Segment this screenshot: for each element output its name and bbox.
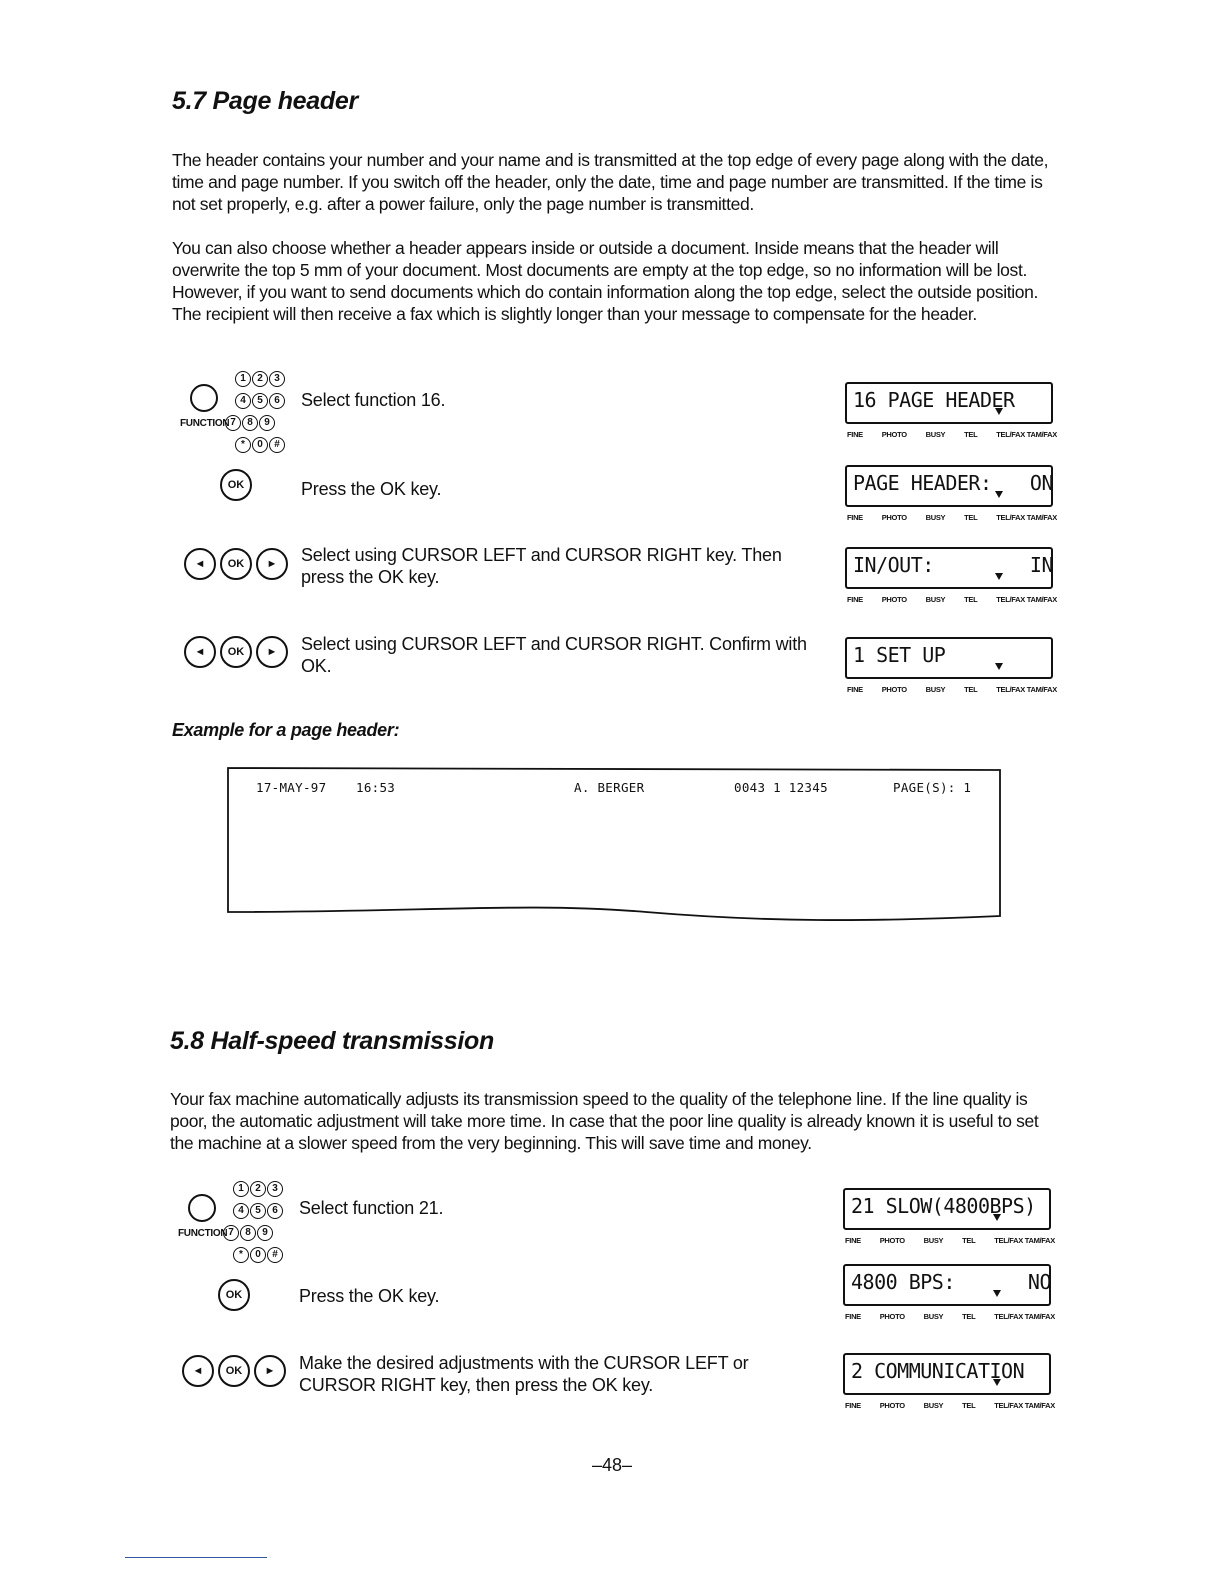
header-number: 0043 1 12345 — [734, 780, 828, 795]
section-title-half-speed: 5.8 Half-speed transmission — [170, 1027, 494, 1055]
lcd-display — [845, 382, 1057, 442]
keypad-diagram — [178, 1178, 308, 1258]
header-name: A. BERGER — [574, 780, 645, 795]
cursor-arrow-icon — [995, 491, 1003, 498]
footer-divider — [125, 1557, 267, 1558]
cursor-left-icon: ◄ — [184, 548, 216, 580]
number-keys-icon: 1 2 3 4 5 6 7 8 9 * 0 # — [232, 1178, 294, 1266]
step-text: Make the desired adjustments with the CURSOR LEFT or CURSOR RIGHT key, then press the OK key. — [299, 1353, 749, 1395]
led-labels: FINE PHOTO BUSY TEL TEL/FAX TAM/FAX — [845, 1401, 1055, 1410]
header-time: 16:53 — [356, 780, 396, 795]
led-labels: FINE PHOTO BUSY TEL TEL/FAX TAM/FAX — [847, 595, 1057, 604]
led-labels: FINE PHOTO BUSY TEL TEL/FAX TAM/FAX — [847, 513, 1057, 522]
ok-key-icon: OK — [220, 548, 252, 580]
lcd-display — [843, 1188, 1055, 1248]
cursor-left-icon: ◄ — [182, 1355, 214, 1387]
cursor-arrow-icon — [993, 1290, 1001, 1297]
step-text: Press the OK key. — [301, 479, 442, 499]
lcd-text: 4800 BPS: — [851, 1270, 955, 1294]
keypad-diagram — [180, 368, 310, 448]
ok-key-icon: OK — [220, 636, 252, 668]
cursor-arrow-icon — [993, 1214, 1001, 1221]
led-labels: FINE PHOTO BUSY TEL TEL/FAX TAM/FAX — [847, 685, 1057, 694]
lcd-display — [843, 1353, 1055, 1413]
lcd-display — [845, 547, 1057, 607]
paragraph-header-contents: The header contains your number and your name and is transmitted at the top edge of every page along with the date, time and page number. If you switch off the header, only the date, time and page number are transmitted. If the time is not set properly, e.g. after a power failure, only the page number is transmitted. — [172, 150, 1049, 214]
lcd-text: IN/OUT: — [853, 553, 934, 577]
fax-page-illustration — [226, 766, 1002, 926]
cursor-keys-diagram — [182, 1355, 292, 1391]
lcd-value: NO — [1027, 1270, 1051, 1294]
function-label: FUNCTION — [180, 418, 230, 429]
lcd-value: IN — [1029, 553, 1053, 577]
lcd-text: 2 COMMUNICATION — [851, 1359, 1025, 1383]
paragraph-half-speed: Your fax machine automatically adjusts its transmission speed to the quality of the telephone line. If the line quality is poor, the automatic adjustment will take more time. In case that the poor line quality is already known it is useful to set the machine at a slower speed from the very beginning. This will save time and money. — [170, 1089, 1039, 1153]
led-labels: FINE PHOTO BUSY TEL TEL/FAX TAM/FAX — [845, 1236, 1055, 1245]
section-title-page-header: 5.7 Page header — [172, 87, 358, 115]
cursor-keys-diagram — [184, 636, 294, 672]
number-keys-icon: 1 2 3 4 5 6 7 8 9 * 0 # — [234, 368, 296, 456]
example-label: Example for a page header: — [172, 720, 400, 740]
ok-key-icon: OK — [218, 1355, 250, 1387]
lcd-text: 1 SET UP — [853, 643, 946, 667]
step-text: Press the OK key. — [299, 1286, 440, 1306]
step-text: Select using CURSOR LEFT and CURSOR RIGHT. Confirm with OK. — [301, 634, 807, 676]
ok-key-icon: OK — [218, 1279, 250, 1311]
cursor-arrow-icon — [995, 408, 1003, 415]
cursor-right-icon: ► — [256, 636, 288, 668]
cursor-left-icon: ◄ — [184, 636, 216, 668]
step-text: Select function 21. — [299, 1198, 444, 1218]
cursor-arrow-icon — [995, 573, 1003, 580]
lcd-display — [843, 1264, 1055, 1324]
cursor-arrow-icon — [993, 1379, 1001, 1386]
lcd-display — [845, 465, 1057, 525]
led-labels: FINE PHOTO BUSY TEL TEL/FAX TAM/FAX — [847, 430, 1057, 439]
lcd-text: 21 SLOW(4800BPS) — [851, 1194, 1036, 1218]
function-button-icon — [188, 1194, 216, 1222]
function-label: FUNCTION — [178, 1228, 228, 1239]
step-text: Select function 16. — [301, 390, 446, 410]
paragraph-header-position: You can also choose whether a header appears inside or outside a document. Inside means that the header will overwrite the top 5 mm of your document. Most documents are empty at the top edge, so no information will be lost. However, if you want to send documents which do contain information along the top edge, select the outside position. The recipient will then receive a fax which is slightly longer than your message to compensate for the header. — [172, 238, 1039, 324]
header-date: 17-MAY-97 — [256, 780, 327, 795]
lcd-display — [845, 637, 1057, 697]
lcd-text: 16 PAGE HEADER — [853, 388, 1015, 412]
lcd-text: PAGE HEADER: — [853, 471, 992, 495]
cursor-right-icon: ► — [256, 548, 288, 580]
header-page: PAGE(S): 1 — [893, 780, 972, 795]
function-button-icon — [190, 384, 218, 412]
lcd-value: ON — [1029, 471, 1053, 495]
cursor-arrow-icon — [995, 663, 1003, 670]
page-number: –48– — [591, 1455, 633, 1475]
cursor-keys-diagram — [184, 548, 294, 584]
cursor-right-icon: ► — [254, 1355, 286, 1387]
led-labels: FINE PHOTO BUSY TEL TEL/FAX TAM/FAX — [845, 1312, 1055, 1321]
ok-key-icon: OK — [220, 469, 252, 501]
step-text: Select using CURSOR LEFT and CURSOR RIGHT key. Then press the OK key. — [301, 545, 782, 587]
